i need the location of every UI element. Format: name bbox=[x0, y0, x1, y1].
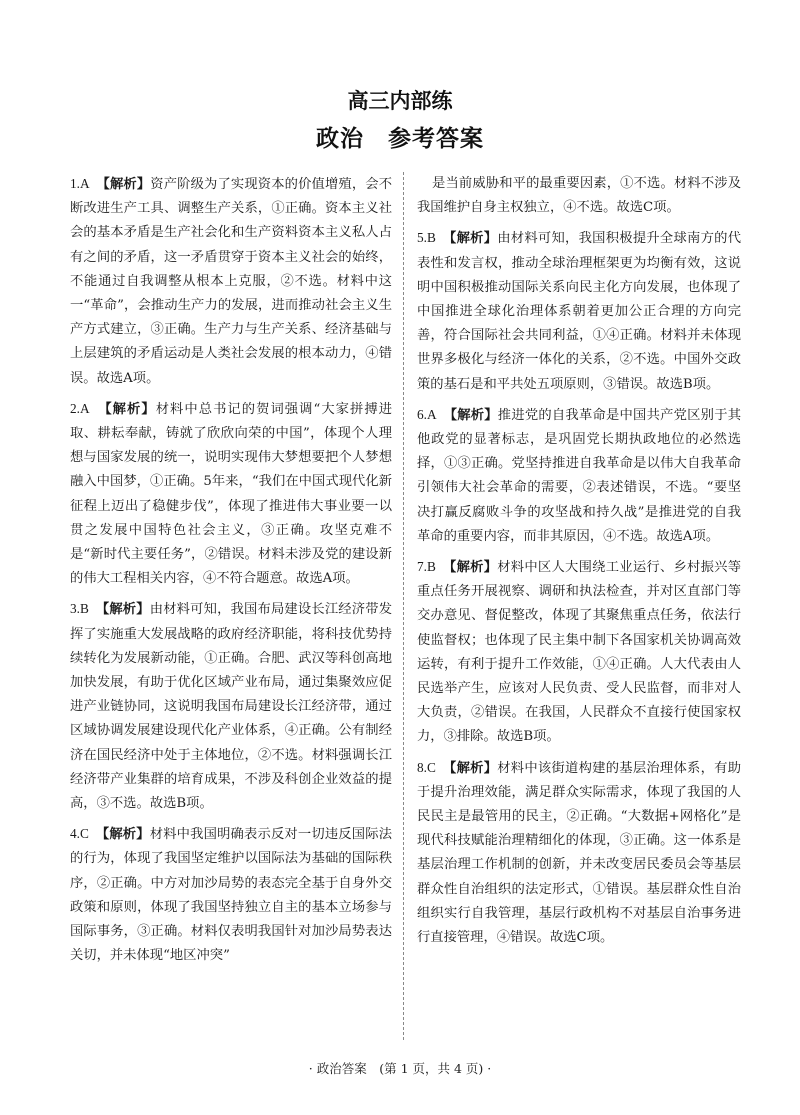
question-number: 2.A bbox=[70, 400, 90, 416]
answer-item bbox=[70, 822, 392, 968]
answer-text: 材料中该街道构建的基层治理体系，有助于提升治理效能，满足群众实际需求，体现了我国的人民民主是最管用的民主，②正确。“大数据+网格化”是现代科技赋能治理精细化的体现，③正确。这一体系是基层治理工作机制的创新，并未改变居民委员会等基层群众性自治组织的法定形式，①错误。基层群众性自治组织实行自我管理，基层行政机构不对基层自治事务进行直接管理，④错误。故选C项。 bbox=[417, 760, 742, 946]
analysis-tag: 【解析】 bbox=[104, 401, 156, 417]
answer-text: 材料中我国明确表示反对一切违反国际法的行为，体现了我国坚定维护以国际法为基础的国际秩序，②正确。中方对加沙局势的表态完全基于自身外交政策和原则，体现了我国坚持独立自主的基本立场参与国际事务，③正确。材料仅表明我国针对加沙局势表达关切，并未体现“地区冲突” bbox=[70, 827, 393, 964]
answer-text: 资产阶级为了实现资本的价值增殖，会不断改进生产工具、调整生产关系，①正确。资本主义社会的基本矛盾是生产社会化和生产资料资本主义私人占有之间的矛盾，这一矛盾贯穿于资本主义社会的始终，不能通过自我调整从根本上克服，②不选。材料中这一“革命”，会推动生产力的发展，进而推动社会主义生产方式建立，③正确。生产力与生产关系、经济基础与上层建筑的矛盾运动是人类社会发展的根本动力，④错误。故选A项。 bbox=[70, 177, 392, 386]
answer-item bbox=[417, 555, 741, 750]
answer-column-left bbox=[70, 172, 392, 975]
answer-continuation: 是当前威胁和平的最重要因素，①不选。材料不涉及我国维护自身主权独立，④不选。故选C项。 bbox=[417, 176, 741, 216]
analysis-tag: 【解析】 bbox=[449, 760, 498, 776]
answer-item bbox=[417, 226, 741, 396]
question-number: 3.B bbox=[70, 601, 89, 617]
answer-text: 推进党的自我革命是中国共产党区别于其他政党的显著标志，是巩固党长期执政地位的必然选择，①③正确。党坚持推进自我革命是以伟大自我革命引领伟大社会革命的需要，②表述错误，不选。“要坚决打赢反腐败斗争的攻坚战和持久战”是推进党的自我革命的重要内容，而非其原因，④不选。故选A项。 bbox=[417, 407, 742, 544]
answer-item bbox=[417, 756, 741, 951]
answer-item bbox=[417, 403, 741, 549]
answer-text: 材料中区人大围绕工业运行、乡村振兴等重点任务开展视察、调研和执法检查，并对区直部门等交办意见、督促整改，体现了其聚焦重点任务，依法行使监督权；也体现了民主集中制下各国家机关协调高效运转，有利于提升工作效能，①④正确。人大代表由人民选举产生，应该对人民负责、受人民监督，而非对人大负责，②错误。在我国，人民群众不直接行使国家权力，③排除。故选B项。 bbox=[417, 560, 742, 745]
answer-text: 由材料可知，我国积极提升全球南方的代表性和发言权，推动全球治理框架更为均衡有效，这说明中国积极推动国际关系向民主化方向发展，也体现了中国推进全球化治理体系朝着更加公正合理的方向完善，符合国际社会共同利益，①④正确。材料并未体现世界多极化与经济一体化的关系，②不选。中国外交政策的基石是和平共处五项原则，③错误。故选B项。 bbox=[417, 231, 742, 392]
question-number: 6.A bbox=[417, 406, 437, 422]
column-divider bbox=[403, 172, 404, 1040]
answer-item bbox=[70, 172, 392, 391]
question-number: 8.C bbox=[417, 759, 436, 775]
analysis-tag: 【解析】 bbox=[450, 407, 498, 423]
page-title: 高三内部练 bbox=[347, 88, 453, 113]
analysis-tag: 【解析】 bbox=[449, 231, 498, 247]
page-subtitle: 政治 参考答案 bbox=[316, 125, 484, 152]
page-footer: · 政治答案 (第 1 页，共 4 页) · bbox=[308, 1061, 492, 1076]
answer-text: 由材料可知，我国布局建设长江经济带发挥了实施重大发展战略的政府经济职能，将科技优势持续转化为发展新动能，①正确。合肥、武汉等科创高地加快发展，有助于优化区域产业布局，通过集聚效应促进产业链协同，这说明我国布局建设长江经济带，通过区域协调发展建设现代化产业体系，④正确。公有制经济在国民经济中处于主体地位，②不选。材料强调长江经济带产业集群的培育成果，不涉及科创企业效益的提高，③不选。故选B项。 bbox=[70, 602, 393, 812]
question-number: 4.C bbox=[70, 826, 89, 842]
question-number: 5.B bbox=[417, 230, 436, 246]
answer-column-right bbox=[417, 172, 741, 956]
question-number: 7.B bbox=[417, 559, 436, 575]
analysis-tag: 【解析】 bbox=[449, 560, 498, 576]
analysis-tag: 【解析】 bbox=[102, 602, 150, 618]
answer-item bbox=[70, 597, 392, 816]
analysis-tag: 【解析】 bbox=[102, 827, 150, 843]
answer-text: 材料中总书记的贺词强调“大家拼搏进取、耕耘奉献，铸就了欣欣向荣的中国”，体现个人理想与国家发展的统一，说明实现伟大梦想要把个人梦想融入中国梦，①正确。5年来，“我们在中国式现代化新征程上迈出了稳健步伐”，体现了推进伟大事业要一以贯之发展中国特色社会主义，③正确。攻坚克难不是“新时代主要任务”，②错误。材料未涉及党的建设新的伟大工程相关内容，④不符合题意。故选A项。 bbox=[70, 401, 392, 587]
question-number: 1.A bbox=[70, 176, 90, 191]
answer-item bbox=[70, 397, 392, 592]
analysis-tag: 【解析】 bbox=[103, 177, 151, 192]
